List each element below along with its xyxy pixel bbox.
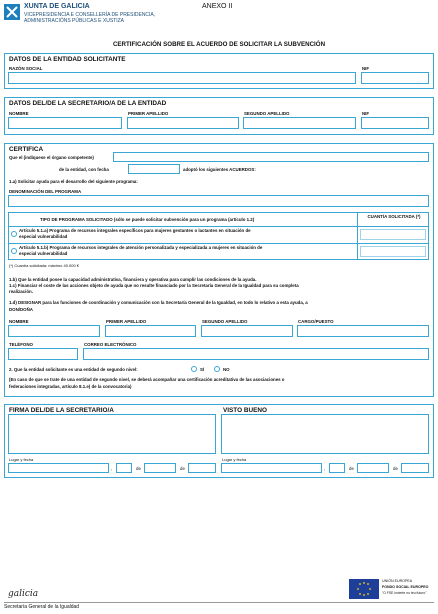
certifica-title: CERTIFICA bbox=[9, 146, 44, 153]
segundo-nivel-si-label: SÍ bbox=[200, 367, 205, 372]
entity-section-title: DATOS DE LA ENTIDAD SOLICITANTE bbox=[9, 56, 126, 63]
galicia-logo bbox=[8, 583, 48, 597]
footer-divider bbox=[4, 602, 434, 603]
right-ano-input[interactable] bbox=[401, 463, 429, 473]
entity-nif-label: NIF bbox=[362, 66, 370, 71]
xunta-logo bbox=[4, 4, 20, 20]
secretary-signature-box[interactable] bbox=[8, 414, 216, 454]
secretary-apellido2-label: SEGUNDO APELLIDO bbox=[244, 111, 290, 116]
segundo-nivel-no-label: NO bbox=[223, 367, 230, 372]
left-dia-input[interactable] bbox=[116, 463, 132, 473]
program-5-1b-line1: Artículo 5.1.b) Programa de recursos integrales de atención personalizada y especializada a mujeres en situación de bbox=[19, 245, 263, 250]
right-lugar-label: Lugar y fecha bbox=[222, 457, 247, 462]
table-header-amount: CUANTÍA SOLICITADA (*) bbox=[367, 214, 421, 219]
dept-line2: ADMINISTRACIÓNS PÚBLICAS E XUSTIZA bbox=[24, 18, 125, 24]
left-mes-input[interactable] bbox=[144, 463, 176, 473]
dept-line1: VICEPRESIDENCIA E CONSELLERÍA DE PRESIDENCIA, bbox=[24, 12, 156, 18]
org-name: XUNTA DE GALICIA bbox=[24, 3, 90, 10]
right-comma: , bbox=[324, 466, 326, 471]
coord-cargo-label: CARGO/PUESTO bbox=[298, 319, 334, 324]
acuerdo-1b: 1.b) Que la entidad posee la capacidad administrativa, financiera y operativa para cumplir las condiciones de la ayuda. bbox=[9, 277, 257, 282]
secretary-nombre-input[interactable] bbox=[8, 117, 122, 129]
program-5-1b-radio[interactable] bbox=[11, 248, 17, 254]
xunta-emblem-icon bbox=[4, 4, 20, 20]
right-mes-input[interactable] bbox=[357, 463, 389, 473]
coord-correo-label: CORREO ELECTRÓNICO bbox=[84, 342, 137, 347]
left-lugar-label: Lugar y fecha bbox=[9, 457, 34, 462]
coord-correo-input[interactable] bbox=[83, 348, 429, 360]
right-de-2: de bbox=[393, 466, 398, 471]
secretary-apellido1-label: PRIMER APELLIDO bbox=[128, 111, 169, 116]
coord-nombre-input[interactable] bbox=[8, 325, 100, 337]
coord-telefono-input[interactable] bbox=[8, 348, 78, 360]
segundo-nivel-question: 2. Que la entidad solicitante es una entidad de segundo nivel: bbox=[9, 367, 138, 372]
table-header-type: TIPO DE PROGRAMA SOLICITADO (sólo se puede solicitar subvención para un programa (artículo 1.2) bbox=[40, 217, 255, 222]
secretary-nif-label: NIF bbox=[362, 111, 370, 116]
razon-social-label: RAZÓN SOCIAL bbox=[9, 66, 43, 71]
coord-apellido2-input[interactable] bbox=[201, 325, 293, 337]
acuerdo-1a: 1.a) Solicitar ayuda para el desarrollo del siguiente programa: bbox=[9, 179, 138, 184]
program-5-1b-amount[interactable] bbox=[360, 246, 426, 257]
secretary-section-title: DATOS DEL/DE LA SECRETARIO/A DE LA ENTIDAD bbox=[9, 100, 167, 107]
right-de-1: de bbox=[349, 466, 354, 471]
organo-label: Que el (indíquese el órgano competente) bbox=[9, 155, 94, 160]
denominacion-input[interactable] bbox=[8, 195, 429, 207]
visto-bueno-title: VISTO BUENO bbox=[223, 407, 267, 414]
program-5-1b-line2: especial vulnerabilidad bbox=[19, 251, 68, 256]
secretary-nombre-label: NOMBRE bbox=[9, 111, 29, 116]
segundo-nivel-note-line2: federaciones integradas, artículo 8.1.e) de la convocatoria) bbox=[9, 384, 132, 389]
page-title: CERTIFICACIÓN SOBRE EL ACUERDO DE SOLICITAR LA SUBVENCIÓN bbox=[112, 41, 326, 48]
entity-nif-input[interactable] bbox=[361, 72, 429, 84]
right-lugar-input[interactable] bbox=[221, 463, 322, 473]
right-dia-input[interactable] bbox=[329, 463, 345, 473]
segundo-nivel-si-radio[interactable] bbox=[191, 366, 197, 372]
razon-social-input[interactable] bbox=[8, 72, 356, 84]
segundo-nivel-note-line1: (En caso de que se trate de una entidad de segundo nivel, se deberá acompañar una certificación acreditativa de las asociaciones o bbox=[9, 377, 285, 382]
secretary-nif-input[interactable] bbox=[361, 117, 429, 129]
fecha-label: de la entidad, con fecha bbox=[59, 167, 109, 172]
eu-line1: UNIÓN EUROPEA bbox=[382, 579, 413, 583]
coord-cargo-input[interactable] bbox=[297, 325, 429, 337]
acuerdo-1d-line1: 1.d) DESIGNAR para las funciones de coordinación y comunicación con la Secretaría General de la Igualdad, en todo lo relativo a esta ayuda, a bbox=[9, 300, 308, 305]
eu-flag-icon bbox=[349, 579, 379, 599]
acuerdo-1c-line1: 1.c) Financiar el coste de las acciones objeto de ayuda que no resulte financiado por la Secretaría General de la Igualdad para su completa bbox=[9, 283, 299, 288]
program-5-1a-radio[interactable] bbox=[11, 231, 17, 237]
fecha-input[interactable] bbox=[128, 164, 180, 174]
galicia-logo-text: galicia bbox=[8, 589, 39, 599]
eu-line2: FONDO SOCIAL EUROPEO bbox=[382, 585, 429, 589]
left-de-1: de bbox=[136, 466, 141, 471]
adopto-label: adoptó los siguientes ACUERDOS: bbox=[183, 167, 256, 172]
left-lugar-input[interactable] bbox=[8, 463, 109, 473]
left-de-2: de bbox=[180, 466, 185, 471]
coord-nombre-label: NOMBRE bbox=[9, 319, 29, 324]
eu-line3: "O FSE invierte no teu futuro" bbox=[382, 591, 427, 595]
table-row-divider-2 bbox=[8, 243, 429, 244]
program-5-1a-amount[interactable] bbox=[360, 229, 426, 240]
secretary-apellido2-input[interactable] bbox=[243, 117, 356, 129]
coord-telefono-label: TELÉFONO bbox=[9, 342, 33, 347]
visto-bueno-box[interactable] bbox=[221, 414, 429, 454]
secretary-apellido1-input[interactable] bbox=[127, 117, 239, 129]
coord-apellido2-label: SEGUNDO APELLIDO bbox=[202, 319, 248, 324]
table-row-divider-1 bbox=[8, 226, 429, 227]
segundo-nivel-no-radio[interactable] bbox=[214, 366, 220, 372]
organo-input[interactable] bbox=[113, 152, 429, 162]
table-col-divider bbox=[357, 212, 358, 260]
footer-org: Secretaría General de la Igualdad bbox=[4, 604, 80, 610]
acuerdo-1d-line2: DON/DOÑA bbox=[9, 307, 33, 312]
annex-label: ANEXO II bbox=[202, 3, 233, 10]
left-comma: , bbox=[111, 466, 113, 471]
secretary-signature-title: FIRMA DEL/DE LA SECRETARIO/A bbox=[9, 407, 114, 414]
left-ano-input[interactable] bbox=[188, 463, 216, 473]
coord-apellido1-label: PRIMER APELLIDO bbox=[106, 319, 147, 324]
denominacion-label: DENOMINACIÓN DEL PROGRAMA bbox=[9, 189, 82, 194]
program-5-1a-line2: especial vulnerabilidad bbox=[19, 234, 68, 239]
acuerdo-1c-line2: realización. bbox=[9, 289, 33, 294]
coord-apellido1-input[interactable] bbox=[105, 325, 196, 337]
amount-note: (*) Cuantía solicitada: máximo 40.000 € bbox=[9, 263, 80, 268]
program-5-1a-line1: Artículo 5.1.a) Programa de recursos integrales específicos para mujeres gestantes o lactantes en situación de bbox=[19, 228, 251, 233]
